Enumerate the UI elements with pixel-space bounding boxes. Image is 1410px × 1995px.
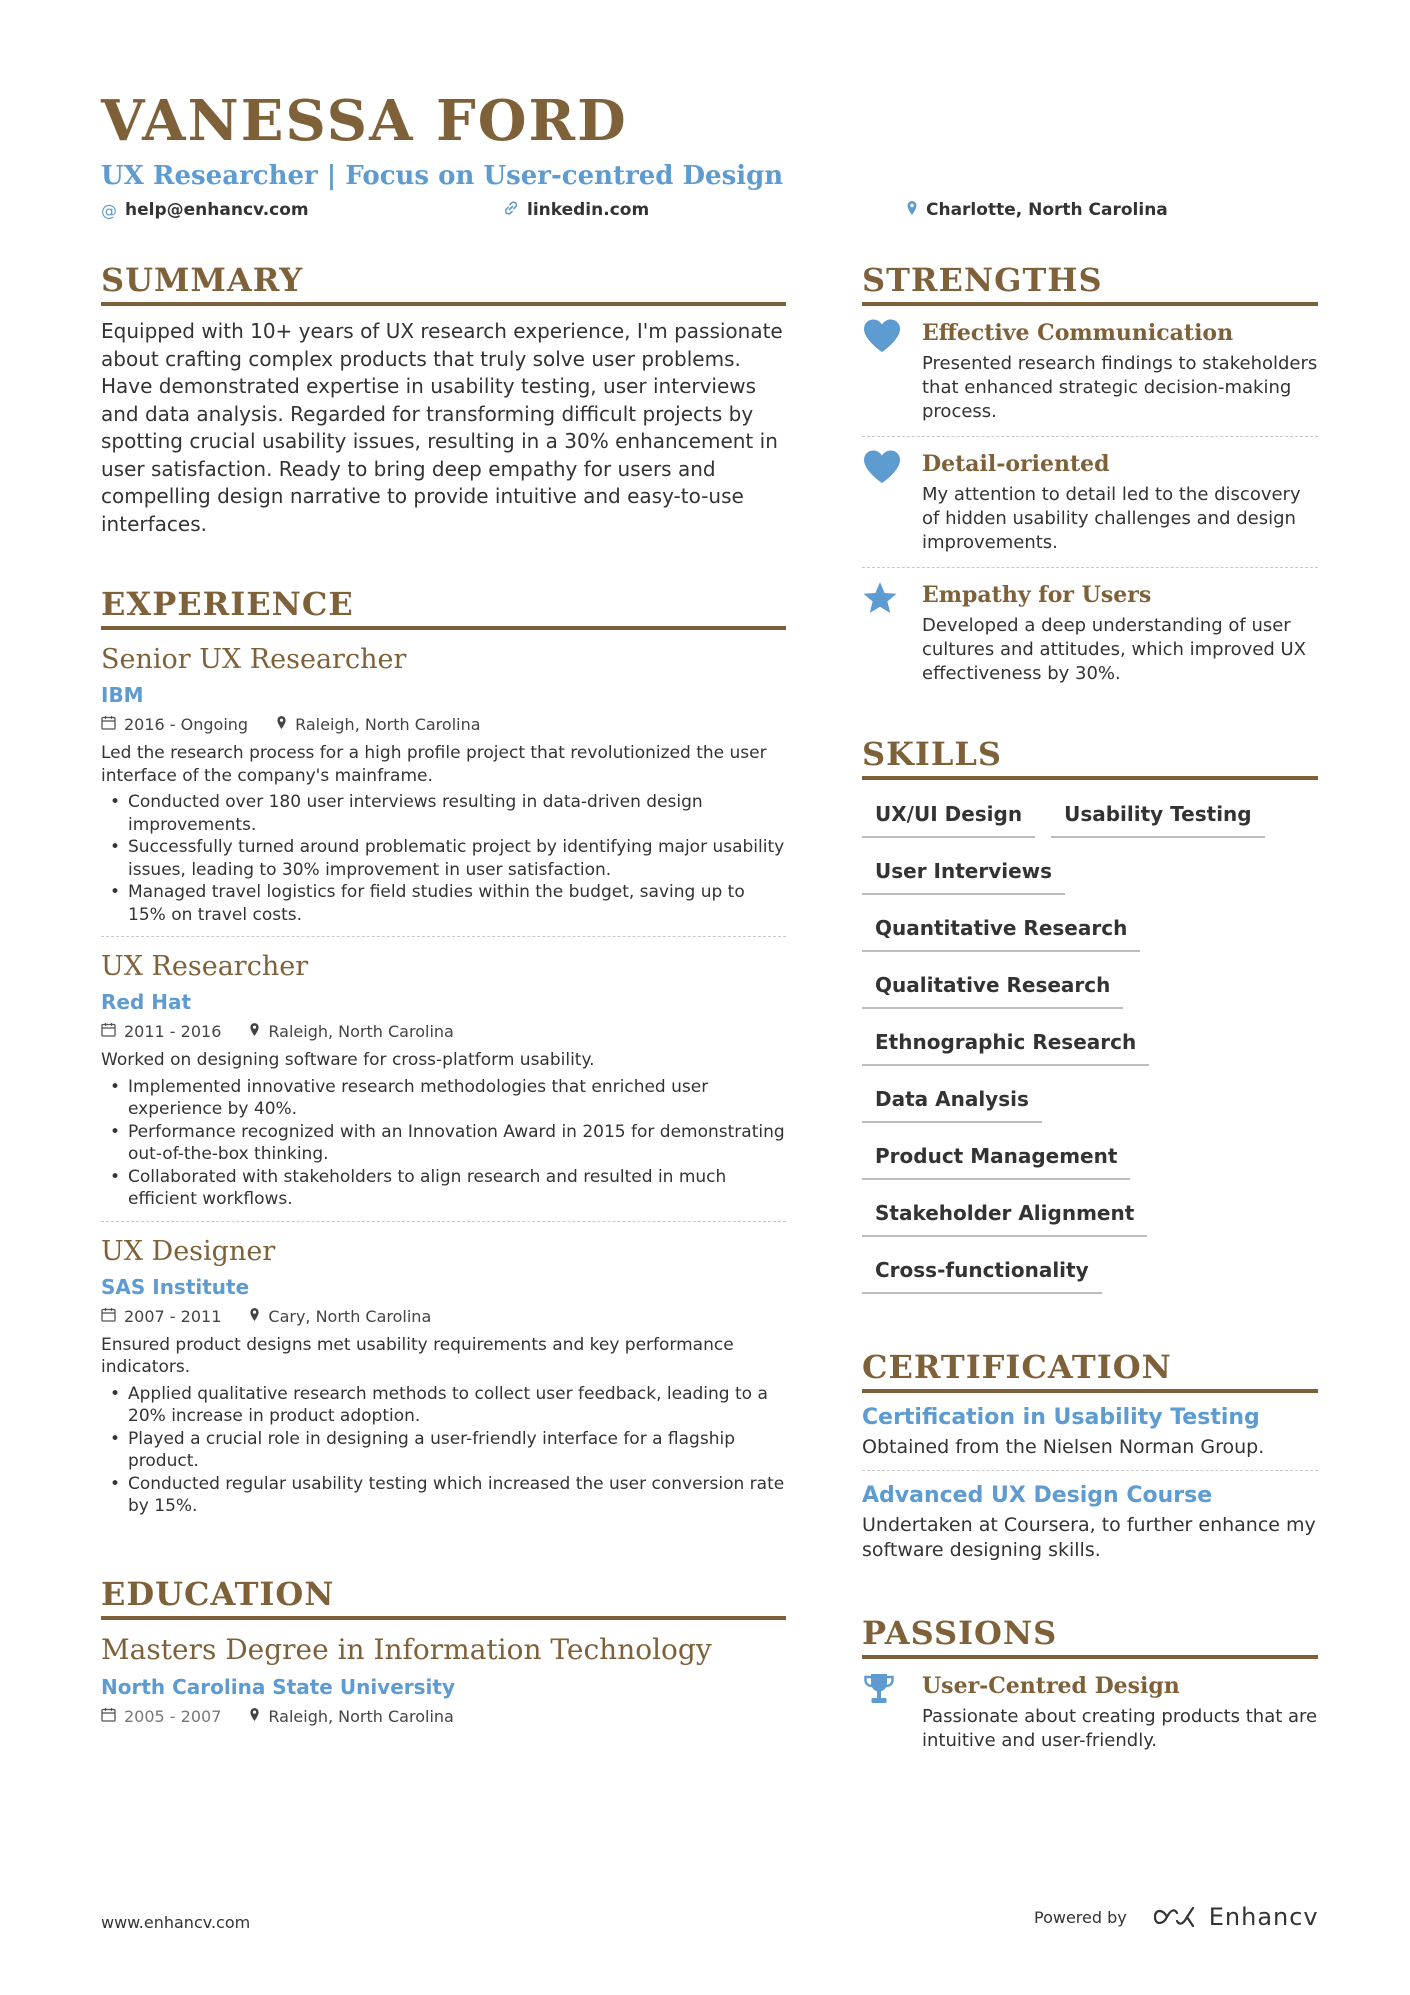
passions-section xyxy=(862,1611,1318,1765)
certification-text: Undertaken at Coursera, to further enhance my software designing skills. xyxy=(862,1514,1316,1561)
certification-text: Obtained from the Nielsen Norman Group. xyxy=(862,1436,1265,1458)
strength-title: Empathy for Users xyxy=(922,582,1152,608)
job-entry xyxy=(101,936,786,1221)
strength-text: Developed a deep understanding of user cultures and attitudes, which improved UX effectiveness by 30%. xyxy=(922,615,1306,684)
strength-list xyxy=(862,306,1318,698)
location-pin-icon xyxy=(906,200,918,220)
heart-icon xyxy=(862,318,922,424)
skill-tag: Data Analysis xyxy=(862,1079,1042,1123)
job-meta xyxy=(101,714,786,736)
strength-item xyxy=(862,437,1318,568)
candidate-name: VANESSA FORD xyxy=(101,88,628,154)
job-bullet: • Implemented innovative research methodologies that enriched user experience by 40%. xyxy=(101,1076,786,1121)
job-location: Raleigh, North Carolina xyxy=(295,715,481,734)
star-icon xyxy=(862,580,922,686)
skill-tag: UX/UI Design xyxy=(862,794,1035,838)
job-list xyxy=(101,642,786,1528)
skill-tag: Ethnographic Research xyxy=(862,1022,1149,1066)
job-dates: 2007 - 2011 xyxy=(124,1306,222,1326)
job-meta xyxy=(101,1021,786,1043)
location-pin-icon xyxy=(249,1306,260,1328)
job-bullets xyxy=(101,791,786,926)
location-pin-icon xyxy=(249,1706,260,1728)
contact-row xyxy=(101,196,1321,226)
job-bullet: • Managed travel logistics for field studies within the budget, saving up to 15% on travel costs. xyxy=(101,881,786,926)
education-heading: EDUCATION xyxy=(101,1572,786,1620)
passion-title: User-Centred Design xyxy=(922,1673,1180,1699)
strength-title: Effective Communication xyxy=(922,320,1234,346)
skills-heading: SKILLS xyxy=(862,732,1318,780)
location-text: Charlotte, North Carolina xyxy=(926,200,1168,220)
job-bullet: • Conducted over 180 user interviews resulting in data-driven design improvements. xyxy=(101,791,786,836)
candidate-tagline: UX Researcher | Focus on User-centred Design xyxy=(101,161,784,191)
link-icon xyxy=(503,200,519,220)
resume-header xyxy=(101,86,1321,226)
job-location: Raleigh, North Carolina xyxy=(268,1022,454,1041)
certification-item xyxy=(862,1393,1318,1471)
link-text: linkedin.com xyxy=(527,200,650,220)
location-pin-icon xyxy=(276,714,287,736)
trophy-icon xyxy=(862,1671,922,1753)
job-description: Worked on designing software for cross-platform usability. xyxy=(101,1050,595,1070)
skill-tag: Quantitative Research xyxy=(862,908,1140,952)
job-bullet: • Successfully turned around problematic project by identifying major usability issues, leading to 30% improvement in user satisfaction. xyxy=(101,836,786,881)
education-dates: 2005 - 2007 xyxy=(124,1706,222,1726)
certification-title: Advanced UX Design Course xyxy=(862,1483,1213,1508)
passion-list xyxy=(862,1659,1318,1765)
email-text: help@enhancv.com xyxy=(125,200,309,220)
passions-heading: PASSIONS xyxy=(862,1611,1318,1659)
job-bullet: • Collaborated with stakeholders to align research and resulted in much efficient workflows. xyxy=(101,1166,786,1211)
degree-title: Masters Degree in Information Technology xyxy=(101,1632,712,1666)
left-column xyxy=(101,258,786,1728)
job-bullet: • Conducted regular usability testing which increased the user conversion rate by 15%. xyxy=(101,1473,786,1518)
school-name: North Carolina State University xyxy=(101,1674,455,1699)
experience-heading: EXPERIENCE xyxy=(101,582,786,630)
enhancv-logo-icon xyxy=(1153,1905,1199,1929)
certification-heading: CERTIFICATION xyxy=(862,1345,1318,1393)
right-column xyxy=(862,258,1318,1765)
strengths-heading: STRENGTHS xyxy=(862,258,1318,306)
certification-section xyxy=(862,1345,1318,1573)
education-section xyxy=(101,1572,786,1728)
job-description: Led the research process for a high profile project that revolutionized the user interface of the company's mainframe. xyxy=(101,743,767,786)
enhancv-logo[interactable] xyxy=(1153,1903,1319,1931)
passion-item xyxy=(862,1659,1318,1765)
strength-text: My attention to detail led to the discovery of hidden usability challenges and design improvements. xyxy=(922,484,1301,553)
calendar-icon xyxy=(101,1306,116,1328)
company-name: IBM xyxy=(101,683,144,707)
experience-section xyxy=(101,582,786,1528)
summary-text: Equipped with 10+ years of UX research experience, I'm passionate about crafting complex products that truly solve user problems. Have demonstrated expertise in usability testing, user interviews and data analysis. Regarded for transforming difficult projects by spotting crucial usability issues, resulting in a 30% enhancement in user satisfaction. Ready to bring deep empathy for users and compelling design narrative to provide intuitive and easy-to-use interfaces. xyxy=(101,319,783,536)
summary-section xyxy=(101,258,786,538)
strength-item xyxy=(862,306,1318,437)
job-title: Senior UX Researcher xyxy=(101,644,407,675)
calendar-icon xyxy=(101,714,116,736)
footer-branding xyxy=(1034,1903,1319,1931)
skill-list xyxy=(862,794,1318,1307)
summary-heading: SUMMARY xyxy=(101,258,786,306)
contact-email[interactable] xyxy=(101,200,309,220)
job-entry xyxy=(101,642,786,936)
skill-tag: Product Management xyxy=(862,1136,1130,1180)
job-entry xyxy=(101,1221,786,1528)
passion-text: Passionate about creating products that are intuitive and user-friendly. xyxy=(922,1706,1318,1751)
strength-item xyxy=(862,568,1318,698)
company-name: Red Hat xyxy=(101,990,192,1014)
job-bullets xyxy=(101,1076,786,1211)
job-dates: 2016 - Ongoing xyxy=(124,715,249,734)
certification-list xyxy=(862,1393,1318,1573)
footer-website[interactable]: www.enhancv.com xyxy=(101,1913,251,1932)
job-description: Ensured product designs met usability requirements and key performance indicators. xyxy=(101,1334,734,1377)
strengths-section xyxy=(862,258,1318,698)
strength-text: Presented research findings to stakeholders that enhanced strategic decision-making process. xyxy=(922,353,1318,422)
job-bullets xyxy=(101,1383,786,1518)
powered-by-label: Powered by xyxy=(1034,1907,1127,1927)
job-bullet: • Played a crucial role in designing a user-friendly interface for a flagship product. xyxy=(101,1428,786,1473)
job-meta xyxy=(101,1306,786,1328)
education-location: Raleigh, North Carolina xyxy=(268,1706,454,1726)
company-name: SAS Institute xyxy=(101,1274,250,1299)
job-location: Cary, North Carolina xyxy=(268,1306,432,1326)
heart-icon xyxy=(862,449,922,555)
enhancv-wordmark: Enhancv xyxy=(1208,1903,1319,1931)
location-pin-icon xyxy=(249,1021,260,1043)
certification-item xyxy=(862,1471,1318,1573)
job-dates: 2011 - 2016 xyxy=(124,1022,222,1041)
contact-link[interactable] xyxy=(503,200,649,220)
calendar-icon xyxy=(101,1706,116,1728)
skill-tag: Stakeholder Alignment xyxy=(862,1193,1147,1237)
skill-tag: Cross-functionality xyxy=(862,1250,1102,1294)
job-title: UX Researcher xyxy=(101,951,309,982)
strength-title: Detail-oriented xyxy=(922,451,1110,477)
job-title: UX Designer xyxy=(101,1235,276,1267)
skill-tag: User Interviews xyxy=(862,851,1065,895)
job-bullet: • Performance recognized with an Innovation Award in 2015 for demonstrating out-of-the-box thinking. xyxy=(101,1121,786,1166)
contact-location xyxy=(906,200,1168,220)
skills-section xyxy=(862,732,1318,1307)
skill-tag: Qualitative Research xyxy=(862,965,1123,1009)
at-icon: @ xyxy=(101,200,117,220)
skill-tag: Usability Testing xyxy=(1051,794,1265,838)
calendar-icon xyxy=(101,1021,116,1043)
job-bullet: • Applied qualitative research methods to collect user feedback, leading to a 20% increase in product adoption. xyxy=(101,1383,786,1428)
education-meta xyxy=(101,1706,786,1728)
certification-title: Certification in Usability Testing xyxy=(862,1405,1260,1430)
